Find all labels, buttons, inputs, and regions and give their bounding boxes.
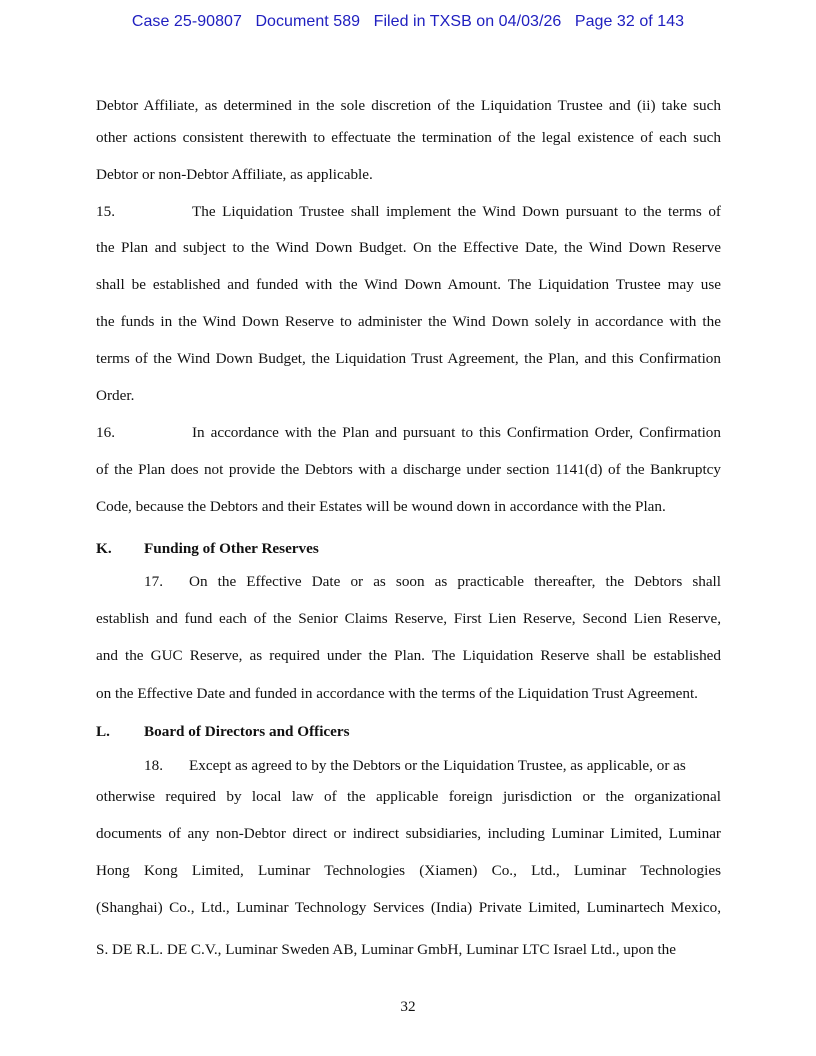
paragraph-17-first-line [96,573,721,591]
text-line: Order. [96,387,135,404]
section-heading-l [96,723,721,741]
text-line: (Shanghai) Co., Ltd., Luminar Technology Services (India) Private Limited, Luminartech Mexico, [96,899,721,916]
filing-info: Filed in TXSB on 04/03/26 [373,13,562,30]
text-span: Except as agreed to by the Debtors or the Liquidation Trustee, as applicable, or as [189,757,686,774]
text-line: terms of the Wind Down Budget, the Liquidation Trust Agreement, the Plan, and this Confirmation [96,350,721,367]
paragraph-number: 15. [96,203,115,220]
section-letter: L. [96,723,110,740]
text-line: other actions consistent therewith to effectuate the termination of the legal existence of each such [96,129,721,146]
paragraph-18-first-line [96,757,721,775]
text-line: Code, because the Debtors and their Estates will be wound down in accordance with the Plan. [96,498,666,515]
section-title: Board of Directors and Officers [144,723,350,740]
text-line: Debtor or non-Debtor Affiliate, as applicable. [96,166,373,183]
text-line: and the GUC Reserve, as required under the Plan. The Liquidation Reserve shall be established [96,647,721,664]
court-filing-header [0,13,816,31]
document-number: Document 589 [255,13,361,30]
text-span: In accordance with the Plan and pursuant to this Confirmation Order, Confirmation [192,424,721,441]
case-number: Case 25-90807 [131,13,242,30]
page-info: Page 32 of 143 [574,13,685,30]
paragraph-number: 16. [96,424,115,441]
paragraph-number: 17. [144,573,163,590]
text-line: Debtor Affiliate, as determined in the sole discretion of the Liquidation Trustee and (ii) take such [96,97,721,114]
page-number: 32 [400,998,416,1015]
text-line: the funds in the Wind Down Reserve to administer the Wind Down solely in accordance with the [96,313,721,330]
text-line: establish and fund each of the Senior Claims Reserve, First Lien Reserve, Second Lien Reserve, [96,610,721,627]
text-line: shall be established and funded with the Wind Down Amount. The Liquidation Trustee may use [96,276,721,293]
text-line: documents of any non-Debtor direct or indirect subsidiaries, including Luminar Limited, Luminar [96,825,721,842]
text-line: otherwise required by local law of the applicable foreign jurisdiction or the organizational [96,788,721,805]
text-line: the Plan and subject to the Wind Down Budget. On the Effective Date, the Wind Down Reserve [96,239,721,256]
paragraph-16-first-line [96,424,721,442]
text-line: Hong Kong Limited, Luminar Technologies (Xiamen) Co., Ltd., Luminar Technologies [96,862,721,879]
text-line: of the Plan does not provide the Debtors with a discharge under section 1141(d) of the Bankruptcy [96,461,721,478]
text-line: S. DE R.L. DE C.V., Luminar Sweden AB, Luminar GmbH, Luminar LTC Israel Ltd., upon the [96,941,677,958]
paragraph-15-first-line [96,203,721,221]
text-span: The Liquidation Trustee shall implement the Wind Down pursuant to the terms of [192,203,721,220]
section-heading-k [96,540,721,558]
section-title: Funding of Other Reserves [144,540,319,557]
text-span: On the Effective Date or as soon as practicable thereafter, the Debtors shall [189,573,721,590]
section-letter: K. [96,540,112,557]
text-line: on the Effective Date and funded in accordance with the terms of the Liquidation Trust Agreement. [96,685,698,702]
paragraph-number: 18. [144,757,163,774]
